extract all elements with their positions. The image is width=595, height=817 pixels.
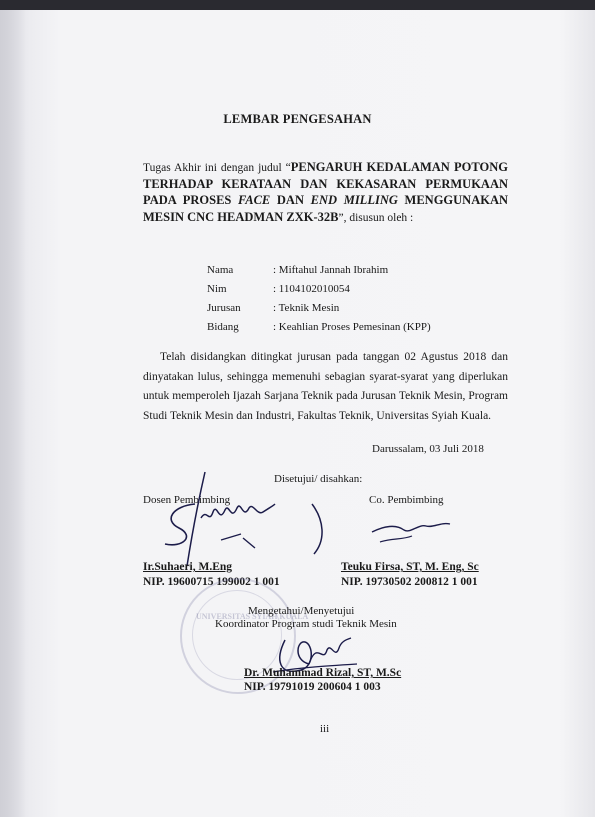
approval-paragraph: Telah disidangkan ditingkat jurusan pada tanggan 02 Agustus 2018 dan dinyatakan lulus, sehingga memenuhi sebagian syarat-syarat yang diperlukan untuk memperoleh Ijazah Sarjana Teknik pada Jurusan Teknik Mesin, Program Studi Teknik Mesin dan Industri, Fakultas Teknik, Universitas Syiah Kuala. <box>143 351 508 422</box>
place-date: Darussalam, 03 Juli 2018 <box>372 443 484 455</box>
supervisor1-signature <box>143 468 293 568</box>
supervisor2-nip: NIP. 19730502 200812 1 001 <box>341 576 478 588</box>
identity-value-nim: : 1104102010054 <box>273 283 350 295</box>
thesis-title-line3a: PADA PROSES <box>143 193 239 207</box>
thesis-title-line3c: DAN <box>270 193 311 207</box>
thesis-title-line3e: MENGGUNAKAN <box>397 193 508 207</box>
thesis-title-end-milling: END MILLING <box>310 193 398 207</box>
identity-label-bidang: Bidang <box>207 321 239 333</box>
intro-prefix: Tugas Akhir ini dengan judul “ <box>143 162 291 174</box>
thesis-title-face: FACE <box>238 193 271 207</box>
intro-suffix: ”, disusun oleh : <box>338 211 414 224</box>
page-title: LEMBAR PENGESAHAN <box>223 112 372 126</box>
identity-label-name: Nama <box>207 264 234 276</box>
identity-value-name: : Miftahul Jannah Ibrahim <box>273 264 389 276</box>
stamp-text: UNIVERSITAS SYIAH KUALA <box>196 612 309 621</box>
thesis-title-line1: PENGARUH KEDALAMAN POTONG <box>290 160 508 174</box>
coordinator-name: Dr. Muhammad Rizal, ST, M.Sc <box>244 667 402 679</box>
thesis-intro <box>143 160 508 226</box>
identity-value-bidang: : Keahlian Proses Pemesinan (KPP) <box>273 321 431 333</box>
supervisor2-name: Teuku Firsa, ST, M. Eng, Sc <box>341 561 479 573</box>
approved-label: Disetujui/ disahkan: <box>274 473 363 485</box>
supervisor2-role: Co. Pembimbing <box>369 494 444 506</box>
identity-label-nim: Nim <box>207 283 227 295</box>
identity-value-jurusan: : Teknik Mesin <box>273 302 340 314</box>
supervisor1-name: Ir.Suhaeri, M.Eng <box>143 561 233 573</box>
supervisor1-role: Dosen Pembimbing <box>143 494 231 506</box>
supervisor1-nip: NIP. 19600715 199002 1 001 <box>143 576 280 588</box>
page-number: iii <box>320 723 330 735</box>
coordinator-role: Koordinator Program studi Teknik Mesin <box>215 618 397 630</box>
thesis-title-line2: TERHADAP KERATAAN DAN KEKASARAN PERMUKAAN <box>143 176 508 191</box>
coordinator-nip: NIP. 19791019 200604 1 003 <box>244 681 381 693</box>
identity-label-jurusan: Jurusan <box>207 302 241 314</box>
thesis-title-line4: MESIN CNC HEADMAN ZXK-32B <box>143 209 339 224</box>
supervisor2-signature <box>300 500 460 560</box>
page-binding-shadow <box>0 10 26 817</box>
acknowledge-label: Mengetahui/Menyetujui <box>248 605 355 617</box>
